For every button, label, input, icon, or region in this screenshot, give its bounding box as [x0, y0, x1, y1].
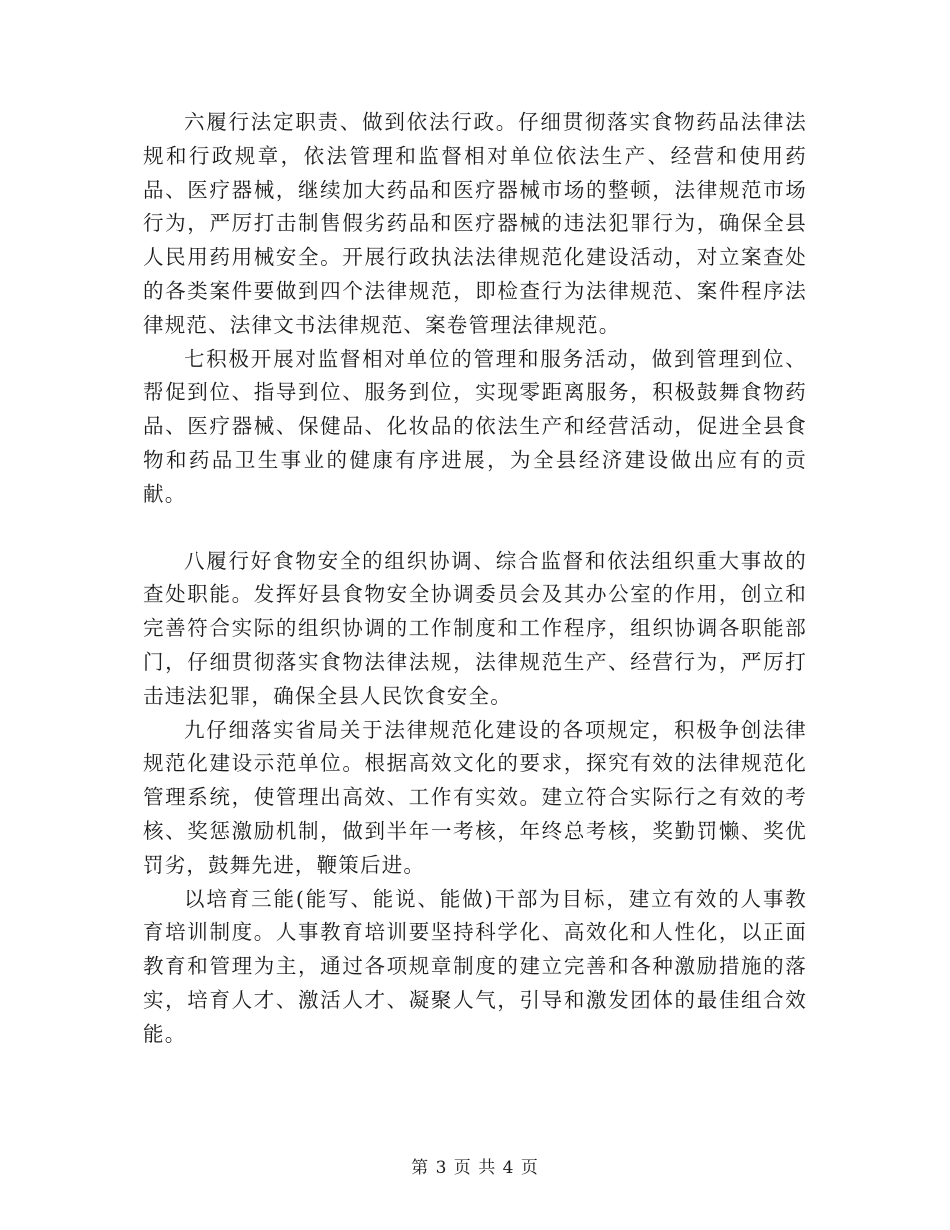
paragraph-7: 七积极开展对监督相对单位的管理和服务活动，做到管理到位、帮促到位、指导到位、服务到位，实现零距离服务，积极鼓舞食物药品、医疗器械、保健品、化妆品的依法生产和经营活动，促进全县食物和药品卫生事业的健康有序进展，为全县经济建设做出应有的贡献。: [143, 346, 807, 506]
paragraph-training: 以培育三能(能写、能说、能做)干部为目标，建立有效的人事教育培训制度。人事教育培训要坚持科学化、高效化和人性化，以正面教育和管理为主，通过各项规章制度的建立完善和各种激励措施的落实，培育人才、激活人才、凝聚人气，引导和激发团体的最佳组合效能。: [143, 886, 807, 1046]
paragraph-spacer: [143, 512, 807, 545]
page-number-footer: 第 3 页 共 4 页: [411, 1158, 539, 1178]
paragraph-9: 九仔细落实省局关于法律规范化建设的各项规定，积极争创法律规范化建设示范单位。根据高效文化的要求，探究有效的法律规范化管理系统，使管理出高效、工作有实效。建立符合实际行之有效的考核、奖惩激励机制，做到半年一考核，年终总考核，奖勤罚懒、奖优罚劣，鼓舞先进，鞭策后进。: [143, 717, 807, 877]
paragraph-8: 八履行好食物安全的组织协调、综合监督和依法组织重大事故的查处职能。发挥好县食物安全协调委员会及其办公室的作用，创立和完善符合实际的组织协调的工作制度和工作程序，组织协调各职能部门，仔细贯彻落实食物法律法规，法律规范生产、经营行为，严厉打击违法犯罪，确保全县人民饮食安全。: [143, 548, 807, 708]
paragraph-6: 六履行法定职责、做到依法行政。仔细贯彻落实食物药品法律法规和行政规章，依法管理和监督相对单位依法生产、经营和使用药品、医疗器械，继续加大药品和医疗器械市场的整顿，法律规范市场行为，严厉打击制售假劣药品和医疗器械的违法犯罪行为，确保全县人民用药用械安全。开展行政执法法律规范化建设活动，对立案查处的各类案件要做到四个法律规范，即检查行为法律规范、案件程序法律规范、法律文书法律规范、案卷管理法律规范。: [143, 110, 807, 337]
document-body: [143, 106, 807, 1052]
